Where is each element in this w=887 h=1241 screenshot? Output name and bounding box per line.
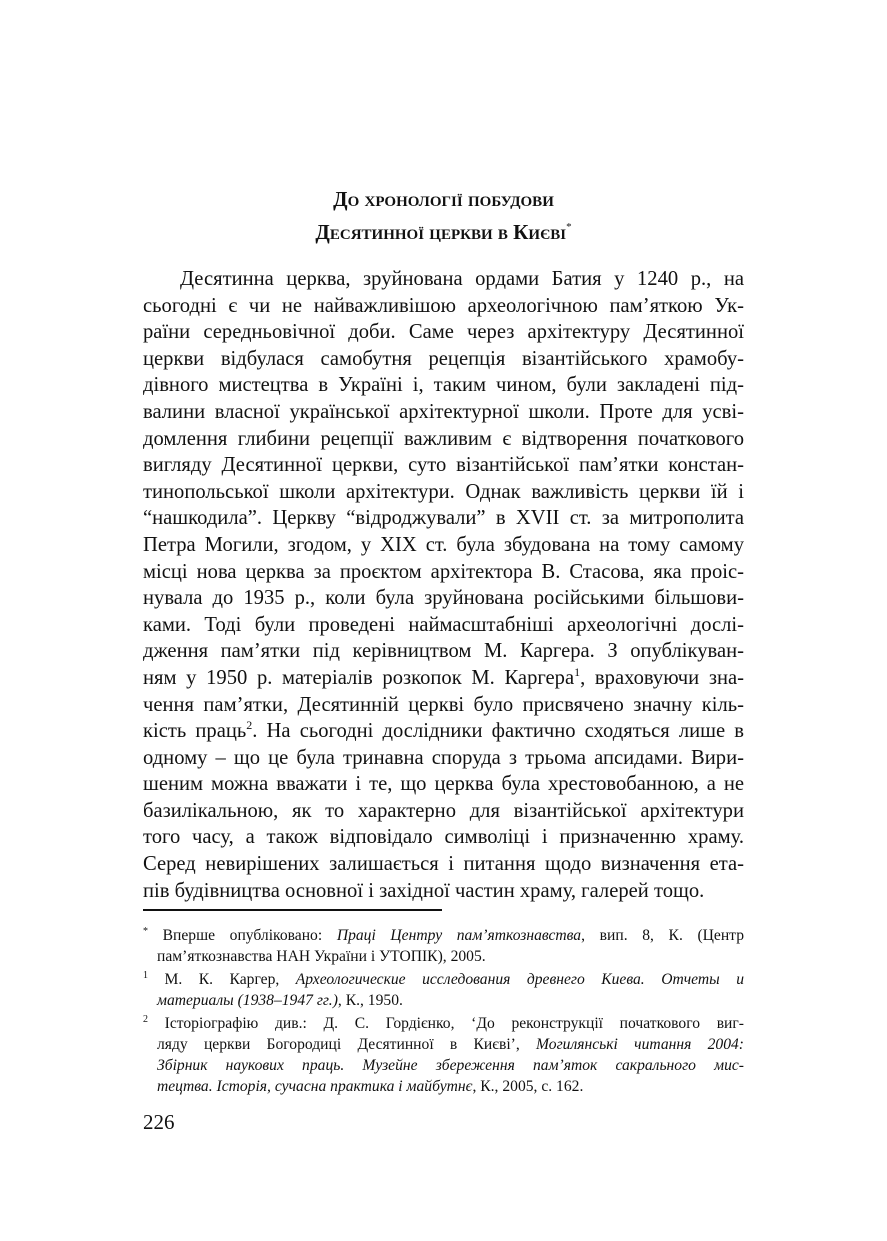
body-line: церкви відбулася самобутня рецепція візантійського храмобу- bbox=[143, 347, 744, 370]
body-line bbox=[143, 665, 744, 692]
footnote-line: пам’яткознавства НАН України і УТОПІК), 2005. bbox=[157, 948, 486, 965]
body-line: шеним можна вважати і те, що церква була хрестовобанною, а не bbox=[143, 773, 744, 796]
title-line-2-text: Десятинної церкви в Києві bbox=[315, 220, 567, 244]
footnote-text: ляду церкви Богородиці Десятинної в Києві’, bbox=[157, 1036, 537, 1053]
footnote-line bbox=[143, 990, 744, 1011]
body-line: сьогодні є чи не найважливішою археологічною пам’яткою Ук- bbox=[143, 294, 744, 317]
body-line: місці нова церква за проєктом архітектора В. Стасова, яка проіс- bbox=[143, 560, 744, 583]
body-line: нувала до 1935 р., коли була зруйнована російськими більшови- bbox=[143, 587, 744, 610]
body-line: тинопольської школи архітектури. Однак важливість церкви їй і bbox=[143, 480, 744, 503]
footnote-text: , вип. 8, К. (Центр bbox=[581, 927, 744, 944]
footnote-line bbox=[143, 1076, 744, 1097]
body-line: Серед невирішених залишається і питання щодо визначення ета- bbox=[143, 853, 744, 876]
body-line bbox=[143, 718, 744, 745]
body-text: . На сьогодні дослідники фактично сходяться лише в bbox=[252, 720, 744, 743]
footnote-text: М. К. Каргер, bbox=[148, 971, 296, 988]
body-line: дівного мистецтва в Україні і, таким чином, були закладені під- bbox=[143, 374, 744, 397]
body-line: Десятинна церква, зруйнована ордами Батия у 1240 р., на bbox=[180, 268, 744, 290]
page-number: 226 bbox=[143, 1110, 175, 1134]
footnote-text: Вперше опубліковано: bbox=[148, 927, 337, 944]
title-footnote-marker[interactable]: * bbox=[566, 221, 572, 233]
footnote-source-title: Археологические исследования древнего Киева. Отчеты и bbox=[295, 971, 744, 988]
body-line: вигляду Десятинної церкви, суто візантійської пам’ятки констан- bbox=[143, 454, 744, 477]
footnote-star bbox=[143, 925, 744, 967]
footnote-line bbox=[143, 1034, 744, 1055]
title-line-1: До хронології побудови bbox=[333, 187, 554, 211]
body-line: базилікальною, як то характерно для візантійської архітектури bbox=[143, 799, 744, 822]
body-text: кість праць bbox=[143, 720, 247, 743]
body-line: Петра Могили, згодом, у XIX ст. була збудована на тому самому bbox=[143, 533, 744, 556]
body-line: раїни середньовічної доби. Саме через архітектуру Десятинної bbox=[143, 321, 744, 344]
footnote-line bbox=[143, 925, 744, 946]
footnote-line bbox=[143, 969, 744, 990]
body-line: одному – що це була тринавна споруда з трьома апсидами. Вири- bbox=[143, 746, 744, 769]
body-line: дження пам’ятки під керівництвом М. Каргера. З опублікуван- bbox=[143, 640, 744, 663]
footnote-source-title: тецтва. Історія, сучасна практика і майбутнє bbox=[157, 1078, 473, 1095]
title-line-2 bbox=[0, 216, 887, 249]
footnote-source-title: Збірник наукових праць. Музейне збереження пам’яток сакрального мис- bbox=[157, 1057, 744, 1074]
footnote-ref-2[interactable]: 2 bbox=[246, 718, 253, 733]
footnote-text: , К., 1950. bbox=[337, 992, 403, 1009]
footnote-1 bbox=[143, 969, 744, 1011]
body-line: ками. Тоді були проведені наймасштабніші археологічні дослі- bbox=[143, 613, 744, 636]
footnote-marker: * bbox=[143, 926, 148, 937]
body-line: того часу, а також відповідало символіці і призначенню храму. bbox=[143, 826, 744, 849]
footnote-marker: 1 bbox=[143, 970, 148, 981]
body-line: пів будівництва основної і західної частин храму, галерей тощо. bbox=[143, 879, 705, 902]
footnote-source-title: Могилянські читання 2004: bbox=[536, 1036, 744, 1053]
footnote-source-title: Праці Центру пам’яткознавства bbox=[336, 927, 582, 944]
body-text: , враховуючи зна- bbox=[580, 666, 744, 689]
footnote-2 bbox=[143, 1013, 744, 1097]
footnote-line bbox=[143, 1055, 744, 1076]
article-title bbox=[0, 183, 887, 249]
body-paragraph bbox=[143, 266, 744, 904]
footnote-marker: 2 bbox=[143, 1014, 148, 1025]
footnote-ref-1[interactable]: 1 bbox=[574, 664, 581, 679]
body-line: чення пам’ятки, Десятинній церкві було присвячено значну кіль- bbox=[143, 693, 744, 716]
footnote-separator bbox=[143, 909, 442, 911]
footnote-line bbox=[143, 1013, 744, 1034]
footnote-text: Історіографію див.: Д. С. Гордієнко, ‘До реконструкції початкового виг- bbox=[148, 1015, 744, 1032]
footnote-text: , К., 2005, с. 162. bbox=[472, 1078, 584, 1095]
body-line: домлення глибини рецепції важливим є відтворення початкового bbox=[143, 427, 744, 450]
body-text: ням у 1950 р. матеріалів розкопок М. Каргера bbox=[143, 666, 575, 689]
body-line: валини власної української архітектурної школи. Проте для усві- bbox=[143, 400, 744, 423]
footnotes bbox=[143, 925, 744, 1099]
body-line: “нашкодила”. Церкву “відроджували” в XVII ст. за митрополита bbox=[143, 507, 744, 530]
footnote-source-title: материалы (1938–1947 гг.) bbox=[157, 992, 338, 1009]
